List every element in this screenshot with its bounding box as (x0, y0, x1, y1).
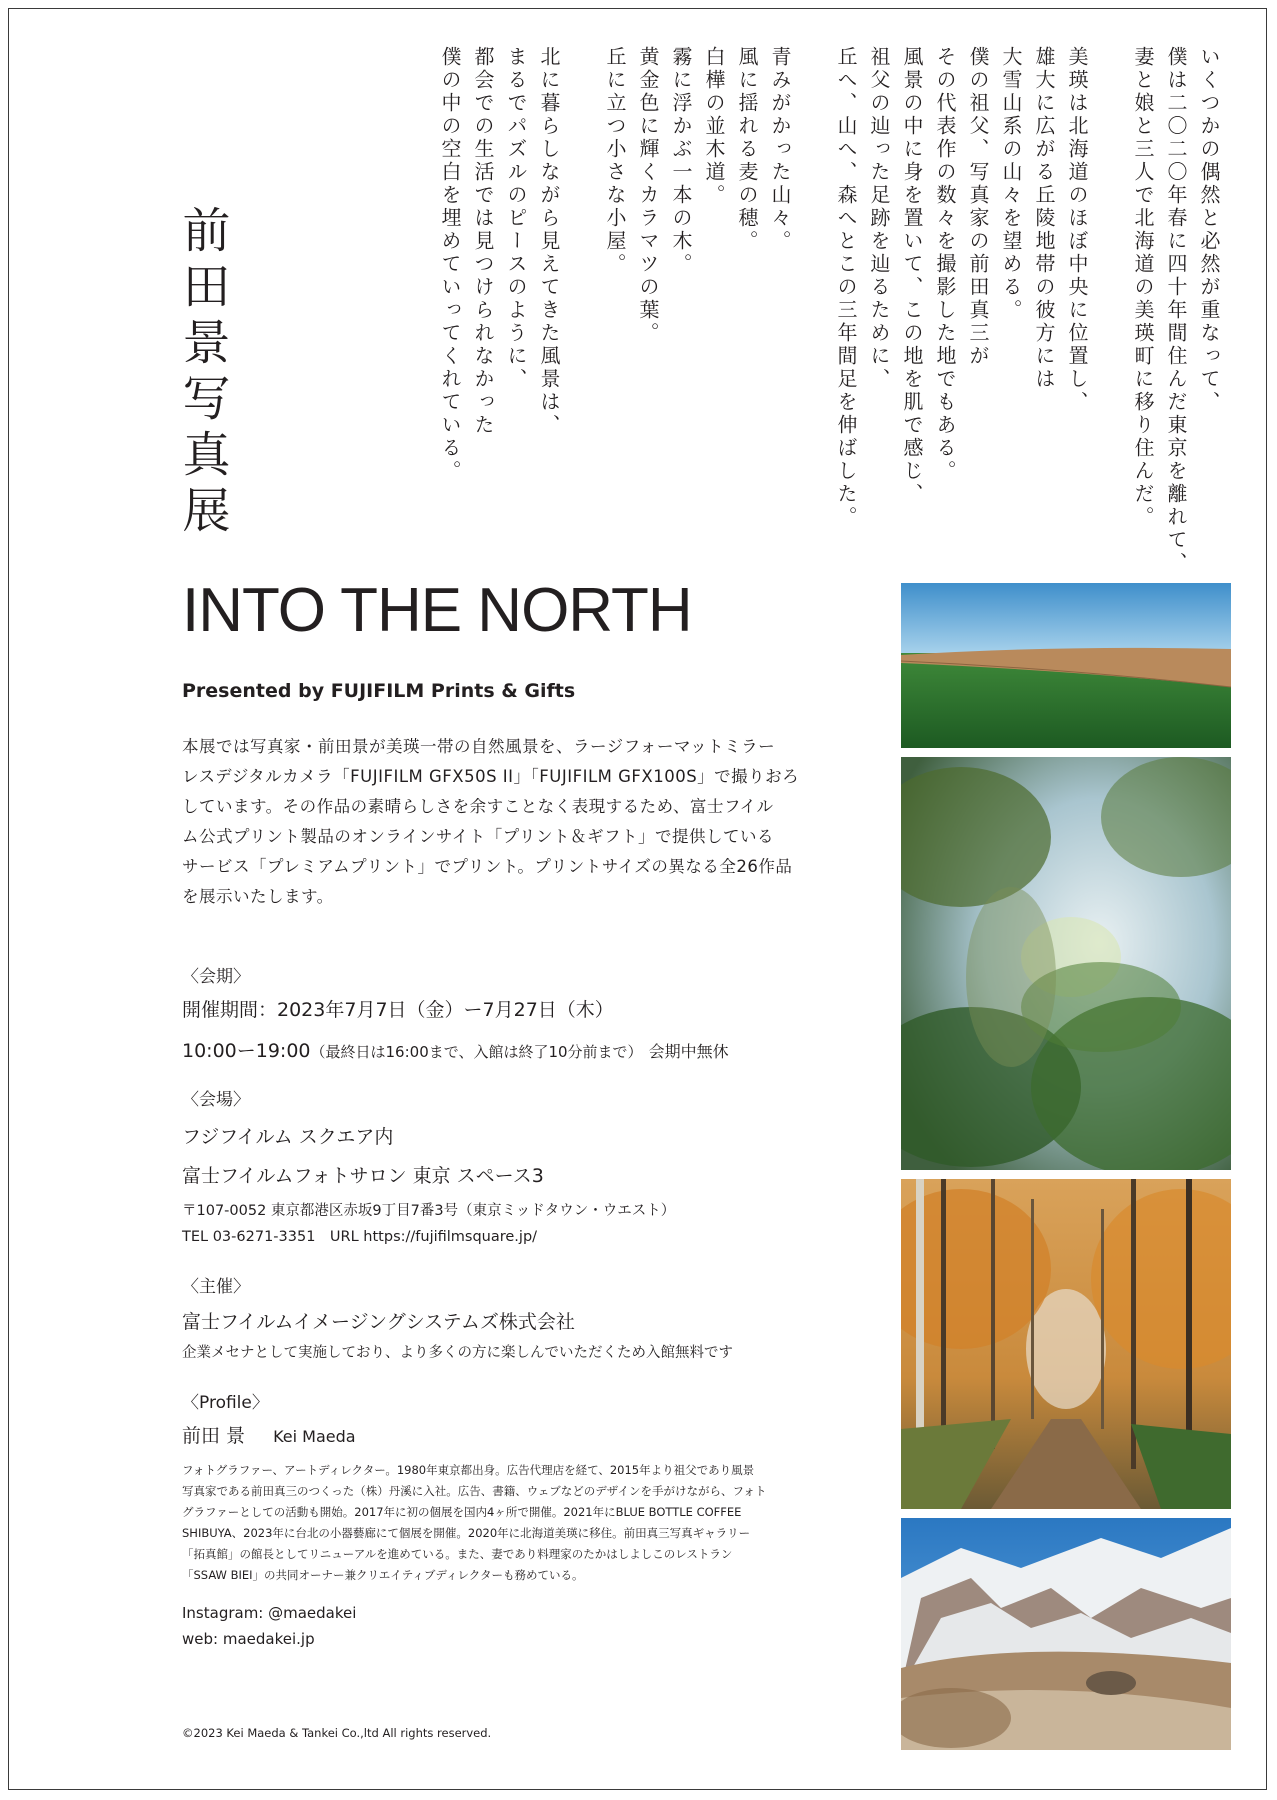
poem-line: 都会での生活では見つけられなかった (471, 46, 495, 437)
period-dates: 開催期間：2023年7月7日（金）ー7月27日（木） (182, 999, 614, 1021)
exhibition-title: INTO THE NORTH (182, 576, 692, 645)
poem-line: 僕の祖父、写真家の前田真三が (966, 46, 990, 368)
description-line: ム公式プリント製品のオンラインサイト「プリント＆ギフト」で提供している (182, 827, 775, 846)
venue-heading: 〈会場〉 (182, 1090, 250, 1110)
organizer-heading: 〈主催〉 (182, 1277, 250, 1297)
profile-heading: 〈Profile〉 (182, 1393, 269, 1413)
copyright: ©2023 Kei Maeda & Tankei Co.,ltd All rights reserved. (182, 1726, 492, 1740)
poem-line: いくつかの偶然と必然が重なって、 (1197, 46, 1221, 414)
poem-line: 丘に立つ小さな小屋。 (603, 46, 627, 276)
description-line: レスデジタルカメラ「FUJIFILM GFX50S II」「FUJIFILM GFX100S」で撮りおろ (182, 767, 800, 786)
poem-line: その代表作の数々を撮影した地でもある。 (933, 46, 957, 483)
poem-line: 黄金色に輝くカラマツの葉。 (636, 46, 660, 345)
poem-stanza-gap (1093, 46, 1126, 606)
poem-line: 僕は二〇二〇年春に四十年間住んだ東京を離れて、 (1164, 46, 1188, 575)
profile-bio-line: フォトグラファー、アートディレクター。1980年東京都出身。広告代理店を経て、2015年より祖父であり風景 (182, 1463, 755, 1477)
presented-by: Presented by FUJIFILM Prints & Gifts (182, 680, 576, 702)
poem-line: 僕の中の空白を埋めていってくれている。 (438, 46, 462, 483)
description-line: サービス「プレミアムプリント」でプリント。プリントサイズの異なる全26作品 (182, 857, 793, 876)
profile-instagram[interactable]: Instagram: @maedakei (182, 1604, 357, 1622)
organizer-note: 企業メセナとして実施しており、より多くの方に楽しんでいただくため入館無料です (182, 1345, 733, 1361)
poem-line: 霧に浮かぶ一本の木。 (669, 46, 693, 276)
snowy-mountain-photo (901, 1518, 1231, 1750)
period-heading: 〈会期〉 (182, 967, 250, 987)
field-photo (901, 583, 1231, 748)
profile-bio (182, 1460, 822, 1586)
larch-forest-road-photo (901, 1179, 1231, 1509)
poem-line: 雄大に広がる丘陵地帯の彼方には (1032, 46, 1056, 391)
description (182, 732, 822, 912)
main-content (182, 576, 822, 1652)
profile-bio-line: 「SSAW BIEI」の共同オーナー兼クリエイティブディレクターも務めている。 (182, 1568, 584, 1582)
poem-line: 風に揺れる麦の穂。 (735, 46, 759, 253)
period-closed: 会期中無休 (648, 1042, 729, 1061)
description-line: しています。その作品の素晴らしさを余すことなく表現するため、富士フイル (182, 797, 774, 816)
vertical-exhibition-title: 前田景写真展 (174, 205, 230, 541)
venue-line1: フジフイルム スクエア内 (182, 1126, 394, 1148)
poem-line: 風景の中に身を置いて、この地を肌で感じ、 (900, 46, 924, 506)
profile-name-en: Kei Maeda (273, 1427, 356, 1446)
period-time-note: （最終日は16:00まで、入館は終了10分前まで） (310, 1043, 643, 1061)
description-line: 本展では写真家・前田景が美瑛一帯の自然風景を、ラージフォーマットミラー (182, 737, 776, 756)
organizer-name: 富士フイルムイメージングシステムズ株式会社 (182, 1311, 575, 1333)
venue-line2: 富士フイルムフォトサロン 東京 スペース3 (182, 1165, 544, 1187)
poem-stanza-gap (796, 46, 829, 606)
poem-line: 北に暮らしながら見えてきた風景は、 (537, 46, 561, 437)
poem-line: 祖父の辿った足跡を辿るために、 (867, 46, 891, 391)
profile-web[interactable]: web: maedakei.jp (182, 1630, 315, 1648)
photo-column (901, 583, 1231, 1759)
venue-address: 〒107-0052 東京都港区赤坂9丁目7番3号（東京ミッドタウン・ウエスト） (182, 1203, 676, 1219)
profile-name-jp: 前田 景 (182, 1425, 246, 1447)
profile-bio-line: 「拓真館」の館長としてリニューアルを進めている。また、妻であり料理家のたかはしよしこのレストラン (182, 1547, 733, 1561)
poem-line: 白樺の並木道。 (702, 46, 726, 207)
profile-name-row (182, 1421, 822, 1448)
poem-line: まるでパズルのピースのように、 (504, 46, 528, 391)
poem-line: 美瑛は北海道のほぼ中央に位置し、 (1065, 46, 1089, 414)
description-line: を展示いたします。 (182, 887, 334, 906)
profile-bio-line: 写真家である前田真三のつくった（株）丹溪に入社。広告、書籍、ウェブなどのデザインを手がけながら、フォト (182, 1484, 767, 1498)
poem-line: 大雪山系の山々を望める。 (999, 46, 1023, 322)
profile-bio-line: グラファーとしての活動も開始。2017年に初の個展を国内4ヶ所で開催。2021年にBLUE BOTTLE COFFEE (182, 1505, 742, 1519)
period-time-row (182, 1036, 822, 1063)
period-time: 10:00ー19:00 (182, 1040, 311, 1062)
vertical-poem (433, 46, 1225, 606)
pine-tree-photo (901, 757, 1231, 1170)
poem-line: 青みがかった山々。 (768, 46, 792, 253)
poem-line: 妻と娘と三人で北海道の美瑛町に移り住んだ。 (1131, 46, 1155, 529)
poem-line: 丘へ、山へ、森へとこの三年間足を伸ばした。 (834, 46, 858, 529)
poem-stanza-gap (565, 46, 598, 606)
profile-bio-line: SHIBUYA、2023年に台北の小器藝廊にて個展を開催。2020年に北海道美瑛に移住。前田真三写真ギャラリー (182, 1526, 751, 1540)
venue-contact: TEL 03-6271-3351 URL https://fujifilmsquare.jp/ (182, 1229, 538, 1245)
